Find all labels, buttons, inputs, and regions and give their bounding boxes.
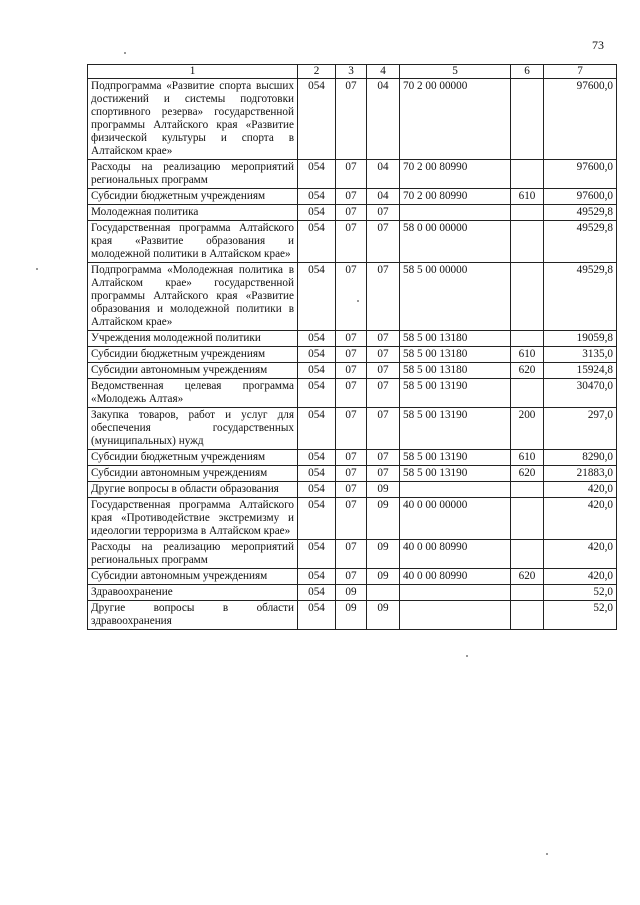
scan-speck xyxy=(124,52,126,54)
column-header-sum: 7 xyxy=(544,65,617,79)
row-subsection-cell: 07 xyxy=(367,363,400,379)
row-section-cell: 07 xyxy=(336,466,367,482)
row-section-cell: 09 xyxy=(336,601,367,630)
row-gov-code-cell: 054 xyxy=(298,189,336,205)
row-sum-cell: 49529,8 xyxy=(544,263,617,331)
table-row xyxy=(88,569,617,585)
row-name-cell: Субсидии бюджетным учреждениям xyxy=(88,347,298,363)
row-section-cell: 07 xyxy=(336,363,367,379)
row-expense-type-cell xyxy=(511,585,544,601)
scan-speck xyxy=(546,853,548,855)
row-gov-code-cell: 054 xyxy=(298,466,336,482)
row-gov-code-cell: 054 xyxy=(298,160,336,189)
row-sum-cell: 420,0 xyxy=(544,569,617,585)
row-name-cell: Субсидии бюджетным учреждениям xyxy=(88,189,298,205)
row-expense-type-cell xyxy=(511,498,544,540)
column-header-target-article: 5 xyxy=(400,65,511,79)
row-target-article-cell: 40 0 00 80990 xyxy=(400,540,511,569)
row-subsection-cell: 07 xyxy=(367,450,400,466)
row-subsection-cell: 09 xyxy=(367,569,400,585)
row-name-cell: Ведомственная целевая программа «Молодежь Алтая» xyxy=(88,379,298,408)
row-gov-code-cell: 054 xyxy=(298,79,336,160)
row-subsection-cell: 07 xyxy=(367,347,400,363)
row-name-cell: Субсидии автономным учреждениям xyxy=(88,466,298,482)
row-sum-cell: 15924,8 xyxy=(544,363,617,379)
row-target-article-cell: 40 0 00 00000 xyxy=(400,498,511,540)
row-gov-code-cell: 054 xyxy=(298,585,336,601)
row-expense-type-cell xyxy=(511,540,544,569)
row-name-cell: Другие вопросы в области здравоохранения xyxy=(88,601,298,630)
table-row xyxy=(88,482,617,498)
row-gov-code-cell: 054 xyxy=(298,363,336,379)
budget-table xyxy=(87,64,617,630)
row-subsection-cell: 04 xyxy=(367,79,400,160)
row-sum-cell: 52,0 xyxy=(544,585,617,601)
table-row xyxy=(88,466,617,482)
row-subsection-cell: 09 xyxy=(367,482,400,498)
row-sum-cell: 52,0 xyxy=(544,601,617,630)
table-row xyxy=(88,221,617,263)
row-expense-type-cell xyxy=(511,79,544,160)
column-header-gov: 2 xyxy=(298,65,336,79)
row-expense-type-cell: 610 xyxy=(511,347,544,363)
row-subsection-cell: 07 xyxy=(367,466,400,482)
header-row xyxy=(88,65,617,79)
row-section-cell: 07 xyxy=(336,450,367,466)
row-name-cell: Расходы на реализацию мероприятий региональных программ xyxy=(88,540,298,569)
scan-speck xyxy=(357,300,359,302)
row-target-article-cell xyxy=(400,585,511,601)
row-section-cell: 07 xyxy=(336,263,367,331)
row-target-article-cell: 40 0 00 80990 xyxy=(400,569,511,585)
row-gov-code-cell: 054 xyxy=(298,601,336,630)
row-gov-code-cell: 054 xyxy=(298,482,336,498)
row-section-cell: 07 xyxy=(336,569,367,585)
column-header-name: 1 xyxy=(88,65,298,79)
row-gov-code-cell: 054 xyxy=(298,408,336,450)
row-section-cell: 07 xyxy=(336,189,367,205)
row-section-cell: 07 xyxy=(336,540,367,569)
row-name-cell: Подпрограмма «Молодежная политика в Алтайском крае» государственной программы Алтайского края «Развитие образования и молодежной политики в Алтайском крае» xyxy=(88,263,298,331)
row-gov-code-cell: 054 xyxy=(298,347,336,363)
row-target-article-cell: 58 5 00 13180 xyxy=(400,363,511,379)
row-subsection-cell: 09 xyxy=(367,601,400,630)
row-gov-code-cell: 054 xyxy=(298,498,336,540)
row-expense-type-cell: 620 xyxy=(511,466,544,482)
row-target-article-cell xyxy=(400,482,511,498)
row-sum-cell: 30470,0 xyxy=(544,379,617,408)
row-expense-type-cell xyxy=(511,379,544,408)
table-row xyxy=(88,205,617,221)
row-name-cell: Субсидии бюджетным учреждениям xyxy=(88,450,298,466)
row-expense-type-cell xyxy=(511,601,544,630)
row-expense-type-cell: 610 xyxy=(511,450,544,466)
row-name-cell: Учреждения молодежной политики xyxy=(88,331,298,347)
column-header-subsection: 4 xyxy=(367,65,400,79)
page-number: 73 xyxy=(592,38,604,52)
row-sum-cell: 49529,8 xyxy=(544,205,617,221)
table-row xyxy=(88,408,617,450)
row-name-cell: Субсидии автономным учреждениям xyxy=(88,363,298,379)
row-subsection-cell xyxy=(367,585,400,601)
row-subsection-cell: 09 xyxy=(367,540,400,569)
scan-speck xyxy=(466,655,468,657)
row-section-cell: 07 xyxy=(336,482,367,498)
row-target-article-cell: 58 5 00 13180 xyxy=(400,347,511,363)
row-name-cell: Подпрограмма «Развитие спорта высших достижений и системы подготовки спортивного резерва» государственной программы Алтайского края «Развитие физической культуры и спорта в Алтайском крае» xyxy=(88,79,298,160)
row-expense-type-cell: 620 xyxy=(511,569,544,585)
row-subsection-cell: 09 xyxy=(367,498,400,540)
row-target-article-cell: 70 2 00 80990 xyxy=(400,160,511,189)
row-sum-cell: 97600,0 xyxy=(544,189,617,205)
row-expense-type-cell: 610 xyxy=(511,189,544,205)
row-name-cell: Закупка товаров, работ и услуг для обеспечения государственных (муниципальных) нужд xyxy=(88,408,298,450)
row-expense-type-cell xyxy=(511,331,544,347)
row-gov-code-cell: 054 xyxy=(298,221,336,263)
row-target-article-cell: 58 5 00 13190 xyxy=(400,466,511,482)
row-sum-cell: 3135,0 xyxy=(544,347,617,363)
table-row xyxy=(88,263,617,331)
table-row xyxy=(88,189,617,205)
row-sum-cell: 19059,8 xyxy=(544,331,617,347)
table-row xyxy=(88,540,617,569)
table-row xyxy=(88,585,617,601)
row-target-article-cell: 58 5 00 13190 xyxy=(400,450,511,466)
row-gov-code-cell: 054 xyxy=(298,569,336,585)
row-section-cell: 07 xyxy=(336,221,367,263)
table-row xyxy=(88,450,617,466)
scan-speck xyxy=(36,268,38,270)
row-subsection-cell: 04 xyxy=(367,189,400,205)
row-subsection-cell: 07 xyxy=(367,221,400,263)
row-sum-cell: 420,0 xyxy=(544,482,617,498)
row-gov-code-cell: 054 xyxy=(298,450,336,466)
table-row xyxy=(88,160,617,189)
row-gov-code-cell: 054 xyxy=(298,540,336,569)
row-target-article-cell: 70 2 00 80990 xyxy=(400,189,511,205)
row-sum-cell: 8290,0 xyxy=(544,450,617,466)
row-subsection-cell: 07 xyxy=(367,408,400,450)
row-expense-type-cell xyxy=(511,205,544,221)
row-sum-cell: 420,0 xyxy=(544,498,617,540)
row-target-article-cell: 58 5 00 00000 xyxy=(400,263,511,331)
row-name-cell: Здравоохранение xyxy=(88,585,298,601)
row-section-cell: 07 xyxy=(336,408,367,450)
row-name-cell: Другие вопросы в области образования xyxy=(88,482,298,498)
row-section-cell: 07 xyxy=(336,205,367,221)
row-section-cell: 07 xyxy=(336,379,367,408)
row-sum-cell: 49529,8 xyxy=(544,221,617,263)
row-gov-code-cell: 054 xyxy=(298,205,336,221)
row-section-cell: 07 xyxy=(336,160,367,189)
row-section-cell: 09 xyxy=(336,585,367,601)
row-target-article-cell xyxy=(400,601,511,630)
row-subsection-cell: 07 xyxy=(367,205,400,221)
row-subsection-cell: 07 xyxy=(367,331,400,347)
table-row xyxy=(88,347,617,363)
row-sum-cell: 97600,0 xyxy=(544,160,617,189)
table-row xyxy=(88,331,617,347)
row-name-cell: Молодежная политика xyxy=(88,205,298,221)
row-subsection-cell: 04 xyxy=(367,160,400,189)
row-sum-cell: 297,0 xyxy=(544,408,617,450)
row-section-cell: 07 xyxy=(336,347,367,363)
row-target-article-cell xyxy=(400,205,511,221)
row-gov-code-cell: 054 xyxy=(298,331,336,347)
row-section-cell: 07 xyxy=(336,498,367,540)
table-row xyxy=(88,79,617,160)
row-section-cell: 07 xyxy=(336,79,367,160)
table-row xyxy=(88,363,617,379)
row-sum-cell: 420,0 xyxy=(544,540,617,569)
table-row xyxy=(88,601,617,630)
table-row xyxy=(88,379,617,408)
row-expense-type-cell: 620 xyxy=(511,363,544,379)
row-target-article-cell: 58 0 00 00000 xyxy=(400,221,511,263)
row-subsection-cell: 07 xyxy=(367,263,400,331)
row-subsection-cell: 07 xyxy=(367,379,400,408)
row-gov-code-cell: 054 xyxy=(298,379,336,408)
row-name-cell: Субсидии автономным учреждениям xyxy=(88,569,298,585)
row-gov-code-cell: 054 xyxy=(298,263,336,331)
column-header-section: 3 xyxy=(336,65,367,79)
row-sum-cell: 21883,0 xyxy=(544,466,617,482)
row-expense-type-cell xyxy=(511,263,544,331)
row-name-cell: Расходы на реализацию мероприятий региональных программ xyxy=(88,160,298,189)
row-section-cell: 07 xyxy=(336,331,367,347)
row-expense-type-cell xyxy=(511,482,544,498)
row-target-article-cell: 58 5 00 13190 xyxy=(400,408,511,450)
row-target-article-cell: 58 5 00 13180 xyxy=(400,331,511,347)
row-expense-type-cell: 200 xyxy=(511,408,544,450)
row-name-cell: Государственная программа Алтайского края «Противодействие экстремизму и идеологии терроризма в Алтайском крае» xyxy=(88,498,298,540)
row-target-article-cell: 58 5 00 13190 xyxy=(400,379,511,408)
row-target-article-cell: 70 2 00 00000 xyxy=(400,79,511,160)
column-header-expense-type: 6 xyxy=(511,65,544,79)
row-expense-type-cell xyxy=(511,160,544,189)
table-row xyxy=(88,498,617,540)
row-name-cell: Государственная программа Алтайского края «Развитие образования и молодежной политики в Алтайском крае» xyxy=(88,221,298,263)
row-expense-type-cell xyxy=(511,221,544,263)
row-sum-cell: 97600,0 xyxy=(544,79,617,160)
